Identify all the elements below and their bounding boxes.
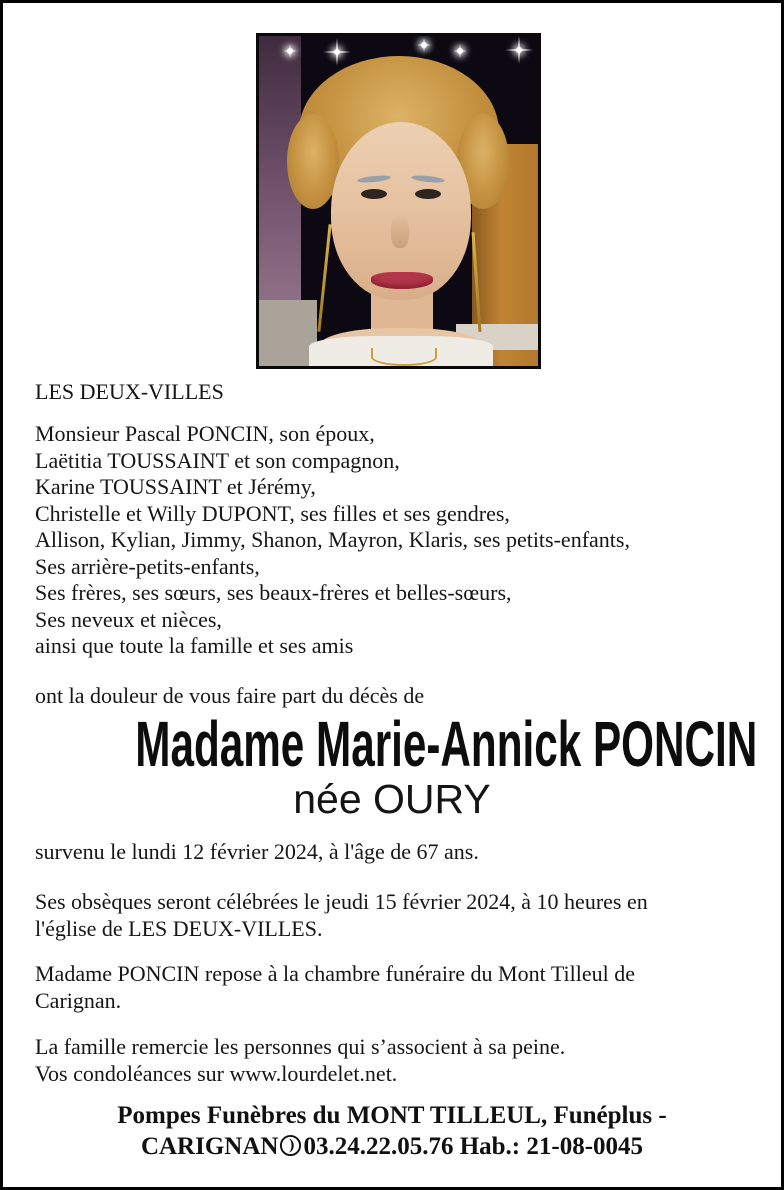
star-sparkle-icon [323, 38, 351, 66]
family-line: Allison, Kylian, Jimmy, Shanon, Mayron, Klaris, ses petits-enfants, [35, 527, 630, 552]
family-line: Christelle et Willy DUPONT, ses filles et ses gendres, [35, 500, 510, 526]
repose-text [35, 961, 635, 1014]
family-line: Ses frères, ses sœurs, ses beaux-frères et belles-sœurs, [35, 580, 512, 605]
photo-earring [317, 224, 331, 332]
photo-necklace [371, 348, 437, 366]
funeral-line: Ses obsèques seront célébrées le jeudi 15 février 2024, à 10 heures en [35, 889, 648, 914]
star-sparkle-icon [283, 44, 297, 58]
thanks-line: La famille remercie les personnes qui s’associent à sa peine. [35, 1034, 566, 1059]
photo-eye [361, 189, 387, 199]
repose-line: Carignan. [35, 987, 122, 1013]
condolences-text [35, 1034, 565, 1087]
commune-title: LES DEUX-VILLES [35, 379, 224, 404]
family-list [35, 421, 630, 660]
phone-icon [279, 1134, 302, 1157]
funeral-home-name: Pompes Funèbres du MONT TILLEUL, Funéplus - [117, 1102, 667, 1129]
family-line: Karine TOUSSAINT et Jérémy, [35, 474, 316, 499]
announcement-text: ont la douleur de vous faire part du décès de [35, 683, 425, 708]
habilitation-number: Hab.: 21-08-0045 [459, 1133, 644, 1160]
deceased-photo [256, 33, 541, 369]
funeral-home-footer [3, 1100, 781, 1162]
photo-nose [391, 214, 409, 248]
death-date-text: survenu le lundi 12 février 2024, à l'âge de 67 ans. [35, 839, 479, 864]
funeral-details-text [35, 889, 648, 942]
funeral-home-contact [3, 1131, 781, 1162]
phone-number: 03.24.22.05.76 [303, 1133, 454, 1160]
funeral-line: l'église de LES DEUX-VILLES. [35, 915, 323, 941]
family-line: Monsieur Pascal PONCIN, son époux, [35, 421, 375, 446]
star-sparkle-icon [453, 44, 467, 58]
repose-line: Madame PONCIN repose à la chambre funéraire du Mont Tilleul de [35, 961, 635, 986]
family-line: Ses neveux et nièces, [35, 606, 222, 632]
photo-lips [371, 272, 433, 289]
family-line: Ses arrière-petits-enfants, [35, 553, 260, 579]
star-sparkle-icon [505, 36, 533, 64]
maiden-name-subtitle: née OURY [293, 776, 491, 822]
family-line: ainsi que toute la famille et ses amis [35, 633, 354, 658]
star-sparkle-icon [417, 38, 431, 52]
deceased-name-title: Madame Marie-Annick PONCIN [135, 708, 758, 780]
thanks-line: Vos condoléances sur www.lourdelet.net. [35, 1060, 398, 1086]
family-line: Laëtitia TOUSSAINT et son compagnon, [35, 447, 400, 473]
funeral-home-city: CARIGNAN [140, 1133, 279, 1160]
photo-eye [415, 189, 441, 199]
